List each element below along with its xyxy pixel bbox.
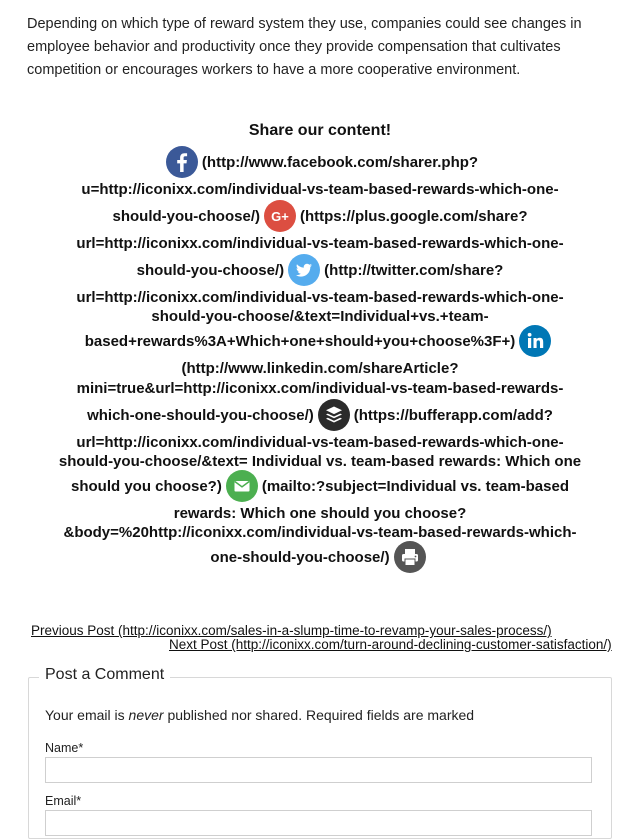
share-link-text[interactable]: should-you-choose/) <box>112 207 260 225</box>
google-plus-share-link[interactable]: (https://plus.google.com/share? <box>299 207 528 225</box>
svg-text:G+: G+ <box>271 209 289 224</box>
name-field[interactable] <box>45 757 592 783</box>
twitter-icon[interactable] <box>288 254 320 286</box>
twitter-share-link[interactable]: (http://twitter.com/share? <box>324 261 504 279</box>
buffer-icon[interactable] <box>318 399 350 431</box>
share-link-text[interactable]: should-you-choose/&text= Individual vs. team-based rewards: Which one <box>58 453 582 470</box>
email-label: Email* <box>45 794 82 808</box>
share-block <box>40 118 600 575</box>
email-share-link[interactable]: (mailto:?subject=Individual vs. team-based <box>261 477 569 495</box>
comment-form-title: Post a Comment <box>39 666 170 684</box>
share-link-text[interactable]: should-you-choose/&text=Individual+vs.+team- <box>151 308 489 325</box>
share-link-text[interactable]: based+rewards%3A+Which+one+should+you+choose%3F+) <box>84 332 516 350</box>
share-link-text[interactable]: &body=%20http://iconixx.com/individual-vs-team-based-rewards-which- <box>63 524 577 541</box>
linkedin-icon[interactable] <box>519 325 551 357</box>
share-link-text[interactable]: should you choose?) <box>71 477 222 495</box>
print-icon[interactable] <box>394 541 426 573</box>
share-link-text[interactable]: mini=true&url=http://iconixx.com/individual-vs-team-based-rewards- <box>76 380 564 397</box>
name-label: Name* <box>45 741 84 755</box>
next-post-link[interactable]: Next Post (http://iconixx.com/turn-around-declining-customer-satisfaction/) <box>169 637 612 652</box>
buffer-share-link[interactable]: (https://bufferapp.com/add? <box>353 406 553 424</box>
share-link-text[interactable]: url=http://iconixx.com/individual-vs-team-based-rewards-which-one- <box>76 434 564 451</box>
google-plus-icon[interactable] <box>264 200 296 232</box>
share-link-text[interactable]: which-one-should-you-choose/) <box>87 406 314 424</box>
linkedin-share-link[interactable]: (http://www.linkedin.com/shareArticle? <box>181 360 459 377</box>
facebook-share-link[interactable]: (http://www.facebook.com/sharer.php? <box>201 153 479 171</box>
share-link-text[interactable]: one-should-you-choose/) <box>210 548 390 566</box>
share-link-text[interactable]: u=http://iconixx.com/individual-vs-team-based-rewards-which-one- <box>81 181 559 198</box>
comment-form <box>28 666 612 839</box>
share-link-text[interactable]: rewards: Which one should you choose? <box>173 505 467 522</box>
comment-privacy-note: Your email is never published nor shared. Required fields are marked <box>45 707 475 723</box>
share-link-text[interactable]: url=http://iconixx.com/individual-vs-team-based-rewards-which-one- <box>76 235 564 252</box>
comment-note-emphasis: never <box>128 707 164 723</box>
share-link-text[interactable]: should-you-choose/) <box>136 261 285 279</box>
share-title: Share our content! <box>248 122 392 139</box>
share-link-text[interactable]: url=http://iconixx.com/individual-vs-team-based-rewards-which-one- <box>76 289 564 306</box>
email-field[interactable] <box>45 810 592 836</box>
intro-paragraph: Depending on which type of reward system they use, companies could see changes in employee behavior and productivity once they provide compensation that cultivates competition or encourages workers to have a more cooperative environment. <box>27 16 582 78</box>
email-icon[interactable] <box>226 470 258 502</box>
facebook-icon[interactable] <box>166 146 198 178</box>
previous-post-link[interactable]: Previous Post (http://iconixx.com/sales-in-a-slump-time-to-revamp-your-sales-process/) <box>31 623 552 638</box>
